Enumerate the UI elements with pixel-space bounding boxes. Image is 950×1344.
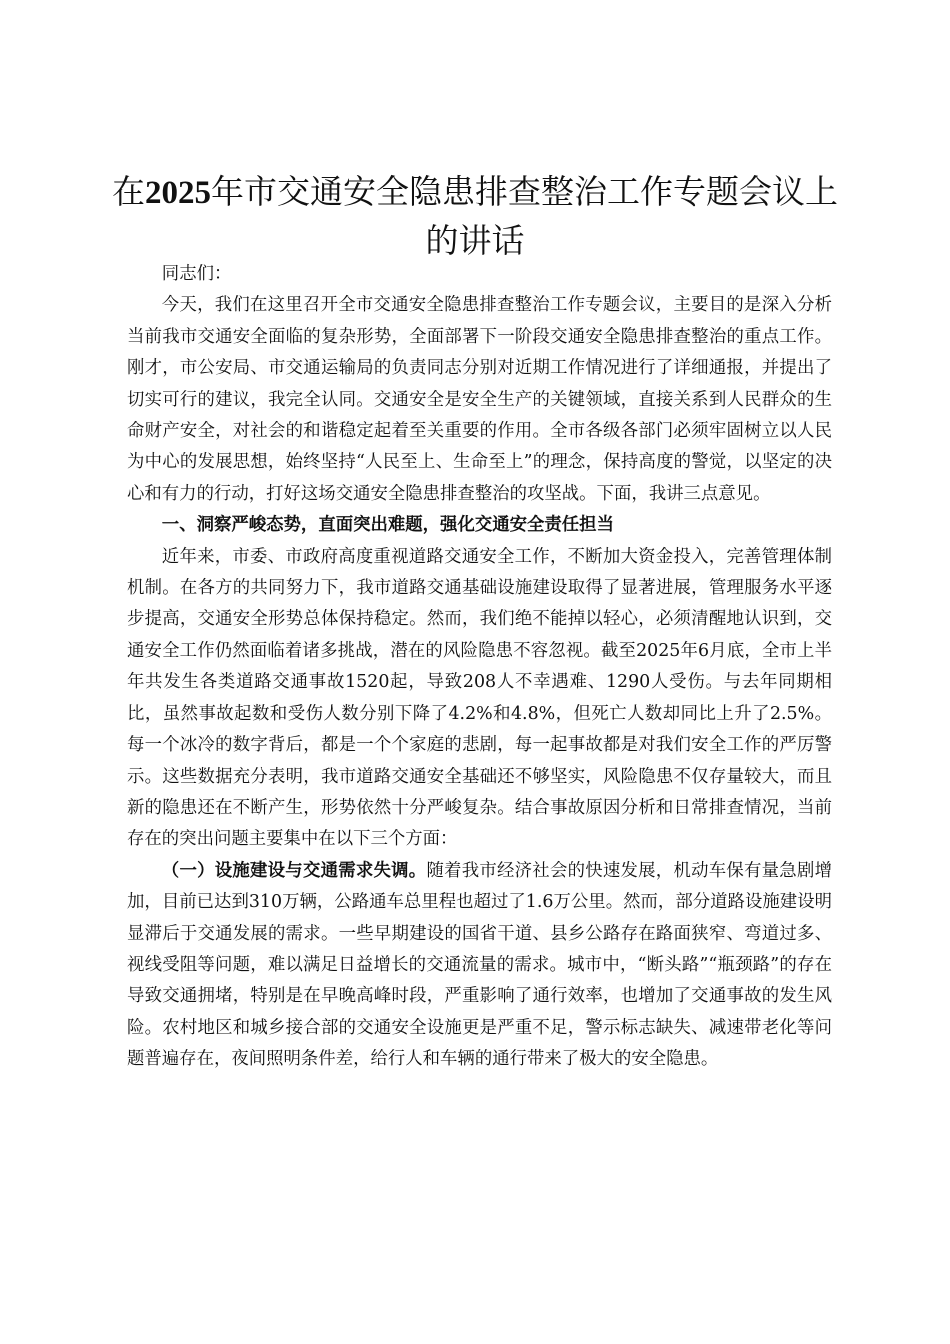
intro-paragraph: 今天，我们在这里召开全市交通安全隐患排查整治工作专题会议，主要目的是深入分析当前我市交通安全面临的复杂形势，全面部署下一阶段交通安全隐患排查整治的重点工作。刚才，市公安局、市交通运输局的负责同志分别对近期工作情况进行了详细通报，并提出了切实可行的建议，我完全认同。交通安全是安全生产的关键领域，直接关系到人民群众的生命财产安全，对社会的和谐稳定起着至关重要的作用。全市各级各部门必须牢固树立以人民为中心的发展思想，始终坚持“人民至上、生命至上”的理念，保持高度的警觉，以坚定的决心和有力的行动，打好这场交通安全隐患排查整治的攻坚战。下面，我讲三点意见。 [127, 295, 832, 504]
subsection-1-paragraph [127, 856, 832, 1076]
title-rest: 年市交通安全隐患排查整治工作专题会议上的讲话 [211, 172, 838, 260]
title-prefix: 在 [112, 172, 145, 211]
title-year: 2025 [145, 175, 211, 211]
salutation: 同志们： [161, 264, 232, 284]
document-body [127, 259, 832, 1076]
subsection-1-lead: （一）设施建设与交通需求失调。 [161, 860, 427, 881]
section-heading-1: 一、洞察严峻态势，直面突出难题，强化交通安全责任担当 [161, 515, 614, 536]
document-title [110, 168, 840, 264]
section-1-paragraph: 近年来，市委、市政府高度重视道路交通安全工作，不断加大资金投入，完善管理体制机制。在各方的共同努力下，我市道路交通基础设施建设取得了显著进展，管理服务水平逐步提高，交通安全形势总体保持稳定。然而，我们绝不能掉以轻心，必须清醒地认识到，交通安全工作仍然面临着诸多挑战，潜在的风险隐患不容忽视。截至2025年6月底，全市上半年共发生各类道路交通事故1520起，导致208人不幸遇难、1290人受伤。与去年同期相比，虽然事故起数和受伤人数分别下降了4.2%和4.8%，但死亡人数却同比上升了2.5%。每一个冰冷的数字背后，都是一个个家庭的悲剧，每一起事故都是对我们安全工作的严厉警示。这些数据充分表明，我市道路交通安全基础还不够坚实，风险隐患不仅存量较大，而且新的隐患还在不断产生，形势依然十分严峻复杂。结合事故原因分析和日常排查情况，当前存在的突出问题主要集中在以下三个方面： [127, 546, 832, 850]
subsection-1-text: 随着我市经济社会的快速发展，机动车保有量急剧增加，目前已达到310万辆，公路通车总里程也超过了1.6万公里。然而，部分道路设施建设明显滞后于交通发展的需求。一些早期建设的国省干道、县乡公路存在路面狭窄、弯道过多、视线受阻等问题，难以满足日益增长的交通流量的需求。城市中，“断头路”“瓶颈路”的存在导致交通拥堵，特别是在早晚高峰时段，严重影响了通行效率，也增加了交通事故的发生风险。农村地区和城乡接合部的交通安全设施更是严重不足，警示标志缺失、减速带老化等问题普遍存在，夜间照明条件差，给行人和车辆的通行带来了极大的安全隐患。 [127, 860, 832, 1070]
